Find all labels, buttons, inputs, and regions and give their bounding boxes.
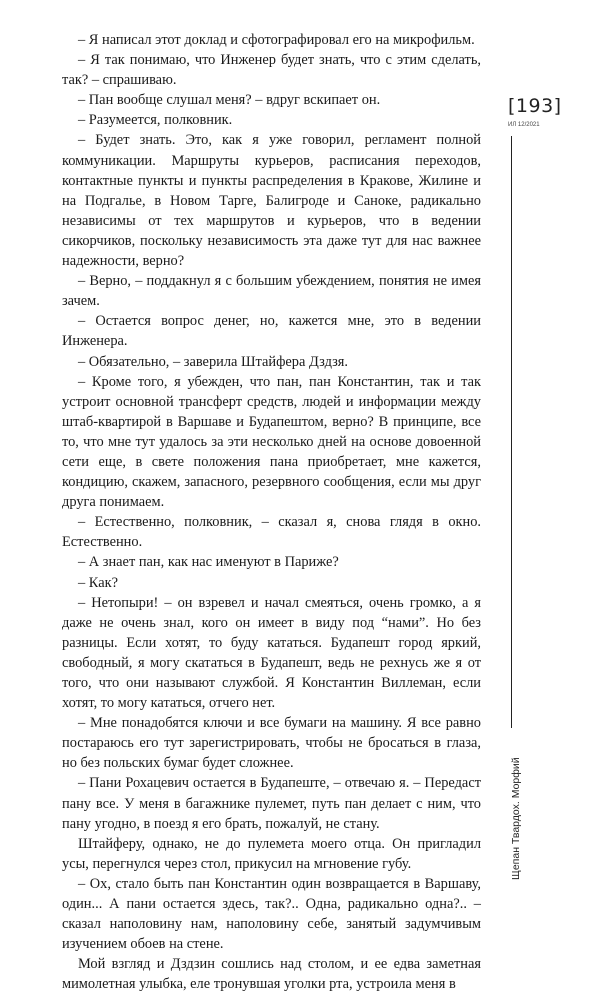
body-text	[62, 30, 481, 995]
paragraph: – Как?	[78, 574, 118, 591]
paragraph: – Естественно, полковник, – сказал я, снова глядя в окно. Естественно.	[62, 514, 481, 551]
paragraph: – Нетопыри! – он взревел и начал смеяться, очень громко, а я даже не очень знал, кого он имеет в виду под “нами”. Но без разницы. Если хотят, то буду кататься. Будапешт город яркий, свободный, я могу скататься в Будапешт, ведь не рехнусь же я от того, что они называют службой. Я Константин Виллеман, если хотят, то могу кататься, отчего нет.	[62, 594, 481, 712]
paragraph: – Пани Рохацевич остается в Будапеште, – отвечаю я. – Передаст пану все. У меня в багажнике пулемет, путь пан делает с ним, что пану угодно, в поезд я его брать, пожалуй, не стану.	[62, 775, 481, 832]
paragraph: – Ох, стало быть пан Константин один возвращается в Варшаву, один... А пани остается здесь, так?.. Одна, радикально одна?.. – сказал наполовину нам, наполовину себе, занятый задумчивым изучением обоев на стене.	[62, 875, 481, 953]
paragraph: – Остается вопрос денег, но, кажется мне, это в ведении Инженера.	[62, 313, 481, 350]
paragraph: – Мне понадобятся ключи и все бумаги на машину. Я все равно постараюсь его тут зарегистрировать, чтобы не бросаться в глаза, но без польских бумаг будет сложнее.	[62, 715, 481, 772]
paragraph: – Разумеется, полковник.	[78, 112, 233, 129]
margin-divider	[511, 136, 512, 728]
paragraph: – Будет знать. Это, как я уже говорил, регламент полной коммуникации. Маршруты курьеров, расписания переходов, контактные пункты и пункты распределения в Кракове, Жилине и на Подгалье, в Новом Тарге, Балигроде и Саноке, радикально независимы от тех маршрутов и курьеров, что в ведении сикорчиков, поскольку независимость эта даже тут для нас важнее надежности, верно?	[62, 132, 481, 270]
paragraph: – Обязательно, – заверила Штайфера Дздзя.	[78, 353, 348, 370]
paragraph: Штайферу, однако, не до пулемета моего отца. Он пригладил усы, перегнулся через стол, прикусил на мгновение губу.	[62, 835, 481, 872]
paragraph: – А знает пан, как нас именуют в Париже?	[78, 554, 339, 571]
issue-label: ИЛ 12/2021	[508, 122, 540, 128]
page-number: [193]	[508, 95, 562, 117]
paragraph: – Я написал этот доклад и сфотографировал его на микрофильм.	[78, 32, 475, 48]
running-title: Щепан Твардох. Морфий	[510, 757, 522, 880]
paragraph: – Пан вообще слушал меня? – вдруг вскипает он.	[78, 92, 381, 109]
paragraph: – Верно, – поддакнул я с большим убеждением, понятия не имея зачем.	[62, 273, 481, 310]
paragraph: – Я так понимаю, что Инженер будет знать, что с этим сделать, так? – спрашиваю.	[62, 52, 481, 89]
paragraph: – Кроме того, я убежден, что пан, пан Константин, так и так устроит основной трансферт средств, людей и информации между штаб-квартирой в Варшаве и Будапештом, верно? В принципе, все то, что мне тут удалось за эти несколько дней на основе довоенной сети еще, в свете положения пана приобретает, мне кажется, кондицию, скажем, запасного, резервного сообщения, если мы друг друга понимаем.	[62, 373, 481, 511]
paragraph: Мой взгляд и Дздзин сошлись над столом, и ее едва заметная мимолетная улыбка, еле тронувшая уголки рта, устроила меня в	[62, 956, 481, 993]
